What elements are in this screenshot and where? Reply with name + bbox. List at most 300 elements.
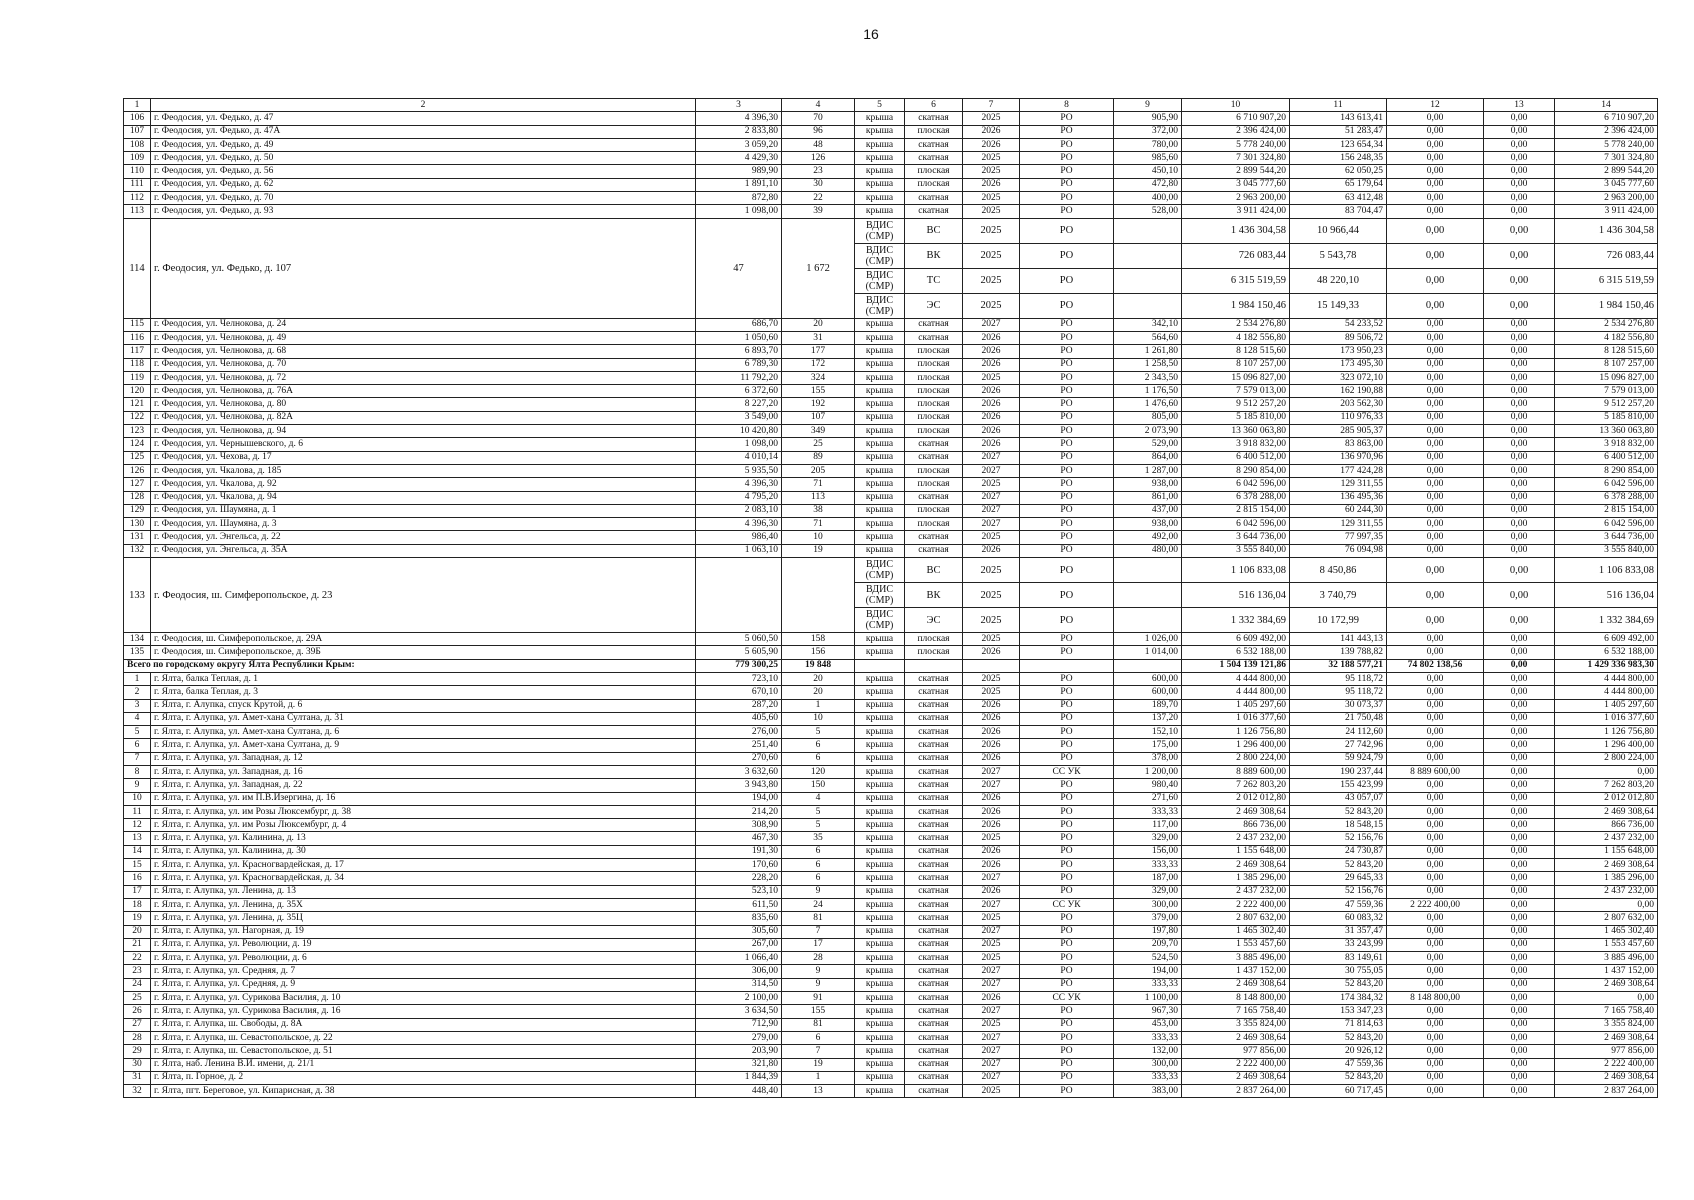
table-cell: скатная	[905, 1018, 963, 1031]
table-cell: 300,00	[1114, 1058, 1182, 1071]
table-cell: РО	[1020, 1031, 1114, 1044]
table-cell: 52 156,76	[1290, 885, 1387, 898]
table-cell: 155 423,99	[1290, 779, 1387, 792]
table-cell: 4 444 800,00	[1182, 672, 1290, 685]
table-cell: 22	[782, 192, 855, 205]
table-cell: скатная	[905, 192, 963, 205]
table-cell: 2026	[963, 859, 1020, 872]
table-cell: 14	[124, 845, 151, 858]
table-cell	[1114, 583, 1182, 608]
table-cell: 2027	[963, 504, 1020, 517]
table-cell: 0,00	[1387, 125, 1484, 138]
table-cell: 13 360 063,80	[1555, 425, 1658, 438]
table-cell: 5 185 810,00	[1182, 411, 1290, 424]
table-cell: 187,00	[1114, 872, 1182, 885]
table-cell: 989,90	[696, 165, 782, 178]
table-cell: 1 126 756,80	[1182, 726, 1290, 739]
table-cell: ВДИС (СМР)	[855, 558, 905, 583]
table-cell: 0,00	[1484, 268, 1555, 293]
table-cell: 150	[782, 779, 855, 792]
table-cell: РО	[1020, 558, 1114, 583]
table-cell: 2025	[963, 218, 1020, 243]
table-cell: 174 384,32	[1290, 992, 1387, 1005]
table-cell: 128	[124, 491, 151, 504]
table-cell: 175,00	[1114, 739, 1182, 752]
table-cell: 83 863,00	[1290, 438, 1387, 451]
table-cell: 0,00	[1555, 898, 1658, 911]
table-cell: РО	[1020, 646, 1114, 659]
table-cell: скатная	[905, 765, 963, 778]
table-cell: 177	[782, 345, 855, 358]
table-cell: плоская	[905, 345, 963, 358]
table-cell: 314,50	[696, 978, 782, 991]
table-cell: г. Феодосия, ул. Федько, д. 62	[151, 178, 696, 191]
table-cell: 2025	[963, 371, 1020, 384]
table-cell: 205	[782, 464, 855, 477]
table-cell: 173 495,30	[1290, 358, 1387, 371]
table-cell: 0,00	[1484, 318, 1555, 331]
table-cell: скатная	[905, 686, 963, 699]
table-row	[124, 1018, 1658, 1031]
table-cell: 450,10	[1114, 165, 1182, 178]
table-cell: 0,00	[1484, 686, 1555, 699]
table-cell: г. Феодосия, ул. Шаумяна, д. 1	[151, 504, 696, 517]
table-cell: 9	[782, 885, 855, 898]
table-cell: 127	[124, 478, 151, 491]
table-cell: 2026	[963, 398, 1020, 411]
table-cell: 5	[782, 805, 855, 818]
table-row	[124, 425, 1658, 438]
table-cell: 6	[124, 739, 151, 752]
table-cell: г. Феодосия, ул. Челнокова, д. 82А	[151, 411, 696, 424]
table-cell: ВДИС (СМР)	[855, 268, 905, 293]
table-cell: крыша	[855, 165, 905, 178]
table-cell: 1 050,60	[696, 331, 782, 344]
table-cell: 1 332 384,69	[1182, 608, 1290, 633]
table-cell: 0,00	[1484, 805, 1555, 818]
table-cell: крыша	[855, 125, 905, 138]
table-cell: 13 360 063,80	[1182, 425, 1290, 438]
table-cell: 2027	[963, 451, 1020, 464]
table-cell: 2025	[963, 583, 1020, 608]
table-cell: 6 400 512,00	[1182, 451, 1290, 464]
table-cell: г. Ялта, балка Теплая, д. 1	[151, 672, 696, 685]
table-cell: 17	[124, 885, 151, 898]
table-cell: 279,00	[696, 1031, 782, 1044]
table-cell: РО	[1020, 938, 1114, 951]
table-cell: 0,00	[1484, 739, 1555, 752]
table-cell: РО	[1020, 268, 1114, 293]
table-cell: РО	[1020, 792, 1114, 805]
table-cell: 189,70	[1114, 699, 1182, 712]
table-row	[124, 739, 1658, 752]
table-cell: 0,00	[1387, 243, 1484, 268]
table-cell: 81	[782, 912, 855, 925]
table-cell: 1 332 384,69	[1555, 608, 1658, 633]
table-cell: скатная	[905, 1045, 963, 1058]
table-cell: 938,00	[1114, 478, 1182, 491]
table-cell: 872,80	[696, 192, 782, 205]
table-cell: крыша	[855, 965, 905, 978]
table-cell: 4	[124, 712, 151, 725]
table-cell: 158	[782, 633, 855, 646]
table-cell: 4 010,14	[696, 451, 782, 464]
table-cell: г. Феодосия, ул. Чехова, д. 17	[151, 451, 696, 464]
column-header: 8	[1020, 99, 1114, 112]
table-cell: 130	[124, 518, 151, 531]
table-cell: скатная	[905, 205, 963, 218]
table-cell: 1 100,00	[1114, 992, 1182, 1005]
table-cell: 71 814,63	[1290, 1018, 1387, 1031]
table-cell: 35	[782, 832, 855, 845]
table-cell: 156 248,35	[1290, 152, 1387, 165]
table-cell: ЭС	[905, 293, 963, 318]
table-cell: 1 553 457,60	[1555, 938, 1658, 951]
table-row	[124, 672, 1658, 685]
table-row	[124, 1071, 1658, 1084]
table-cell: 51 283,47	[1290, 125, 1387, 138]
table-cell: 0,00	[1484, 138, 1555, 151]
table-cell: РО	[1020, 978, 1114, 991]
table-cell: г. Феодосия, ул. Федько, д. 107	[151, 218, 696, 318]
table-cell: скатная	[905, 938, 963, 951]
table-cell: 2 815 154,00	[1182, 504, 1290, 517]
table-cell: г. Феодосия, ш. Симферопольское, д. 23	[151, 558, 696, 633]
table-cell: 15 149,33	[1290, 293, 1387, 318]
table-cell: г. Феодосия, ул. Чкалова, д. 185	[151, 464, 696, 477]
table-cell: крыша	[855, 318, 905, 331]
table-cell: 1 287,00	[1114, 464, 1182, 477]
table-row	[124, 805, 1658, 818]
table-cell: скатная	[905, 739, 963, 752]
table-row	[124, 898, 1658, 911]
table-cell: скатная	[905, 112, 963, 125]
table-cell: 2026	[963, 819, 1020, 832]
table-cell: крыша	[855, 779, 905, 792]
table-cell: 0,00	[1387, 504, 1484, 517]
table-cell: 333,33	[1114, 978, 1182, 991]
table-cell: плоская	[905, 371, 963, 384]
table-cell: 6	[782, 752, 855, 765]
table-row	[124, 965, 1658, 978]
table-cell: ВДИС (СМР)	[855, 608, 905, 633]
table-cell: 2026	[963, 646, 1020, 659]
table-cell: 1 436 304,58	[1555, 218, 1658, 243]
table-cell: 0,00	[1387, 672, 1484, 685]
table-cell	[782, 558, 855, 633]
table-cell: 2025	[963, 192, 1020, 205]
table-cell: 0,00	[1484, 1031, 1555, 1044]
table-cell: 123	[124, 425, 151, 438]
table-cell: РО	[1020, 504, 1114, 517]
table-cell: 726 083,44	[1182, 243, 1290, 268]
table-cell: 22	[124, 952, 151, 965]
table-cell	[1020, 659, 1114, 672]
table-cell: 129 311,55	[1290, 518, 1387, 531]
table-cell: 0,00	[1387, 925, 1484, 938]
table-cell: г. Ялта, г. Алупка, ул. Амет-хана Султана, д. 9	[151, 739, 696, 752]
table-cell: 0,00	[1387, 1085, 1484, 1098]
table-cell: Всего по городскому округу Ялта Республики Крым:	[124, 659, 696, 672]
column-header: 4	[782, 99, 855, 112]
table-cell: 48	[782, 138, 855, 151]
table-row	[124, 699, 1658, 712]
table-cell: 2 833,80	[696, 125, 782, 138]
table-cell: 7 165 758,40	[1182, 1005, 1290, 1018]
table-cell: 0,00	[1387, 712, 1484, 725]
table-cell: 5 778 240,00	[1182, 138, 1290, 151]
table-cell: 2025	[963, 293, 1020, 318]
table-cell: крыша	[855, 952, 905, 965]
table-cell: 0,00	[1387, 633, 1484, 646]
table-cell: 0,00	[1387, 965, 1484, 978]
table-cell: 2 396 424,00	[1182, 125, 1290, 138]
table-cell: 0,00	[1484, 165, 1555, 178]
table-row	[124, 192, 1658, 205]
table-cell: 115	[124, 318, 151, 331]
table-row	[124, 218, 1658, 243]
table-cell: РО	[1020, 885, 1114, 898]
table-cell: г. Феодосия, ул. Челнокова, д. 70	[151, 358, 696, 371]
table-cell: крыша	[855, 451, 905, 464]
table-cell: 8 128 515,60	[1555, 345, 1658, 358]
table-cell: крыша	[855, 1031, 905, 1044]
table-cell: 7 301 324,80	[1555, 152, 1658, 165]
table-cell: плоская	[905, 504, 963, 517]
table-cell: 3 059,20	[696, 138, 782, 151]
table-cell: 0,00	[1387, 859, 1484, 872]
table-cell: 114	[124, 218, 151, 318]
table-cell: 0,00	[1387, 178, 1484, 191]
table-cell: 52 843,20	[1290, 1071, 1387, 1084]
table-cell: РО	[1020, 819, 1114, 832]
table-cell: 1 296 400,00	[1555, 739, 1658, 752]
table-cell: РО	[1020, 1085, 1114, 1098]
table-cell: 6 372,60	[696, 385, 782, 398]
table-cell: г. Ялта, г. Алупка, ул. Сурикова Василия, д. 16	[151, 1005, 696, 1018]
table-cell: РО	[1020, 859, 1114, 872]
table-cell: 1 098,00	[696, 438, 782, 451]
table-cell: крыша	[855, 978, 905, 991]
table-cell: РО	[1020, 779, 1114, 792]
table-cell: 8 450,86	[1290, 558, 1387, 583]
table-cell: ВС	[905, 558, 963, 583]
table-cell: крыша	[855, 872, 905, 885]
table-row	[124, 125, 1658, 138]
table-cell: 0,00	[1484, 544, 1555, 557]
table-row	[124, 152, 1658, 165]
table-cell: 71	[782, 518, 855, 531]
table-cell: 7 262 803,20	[1182, 779, 1290, 792]
table-cell: 0,00	[1387, 371, 1484, 384]
table-cell: 0,00	[1484, 371, 1555, 384]
table-cell: 0,00	[1387, 792, 1484, 805]
table-cell: крыша	[855, 531, 905, 544]
table-cell: 71	[782, 478, 855, 491]
table-cell: 0,00	[1387, 726, 1484, 739]
table-cell: 779 300,25	[696, 659, 782, 672]
table-row	[124, 752, 1658, 765]
table-cell: РО	[1020, 243, 1114, 268]
table-cell: 60 083,32	[1290, 912, 1387, 925]
table-cell: 0,00	[1387, 268, 1484, 293]
table-cell: 0,00	[1484, 925, 1555, 938]
table-cell: 300,00	[1114, 898, 1182, 911]
table-cell: г. Ялта, г. Алупка, ул. Ленина, д. 13	[151, 885, 696, 898]
table-cell: 170,60	[696, 859, 782, 872]
table-cell: 1 437 152,00	[1182, 965, 1290, 978]
table-cell: г. Ялта, г. Алупка, ул. Революции, д. 6	[151, 952, 696, 965]
table-row	[124, 318, 1658, 331]
table-cell: скатная	[905, 726, 963, 739]
table-cell: плоская	[905, 398, 963, 411]
table-cell: плоская	[905, 464, 963, 477]
table-cell: 3 911 424,00	[1555, 205, 1658, 218]
table-cell: РО	[1020, 138, 1114, 151]
table-cell: 6	[782, 739, 855, 752]
table-cell: РО	[1020, 192, 1114, 205]
table-cell: 2025	[963, 832, 1020, 845]
table-row	[124, 451, 1658, 464]
table-cell: 9	[124, 779, 151, 792]
table-cell: 6 710 907,20	[1182, 112, 1290, 125]
table-cell: 2026	[963, 885, 1020, 898]
table-cell: 938,00	[1114, 518, 1182, 531]
table-cell: 1 098,00	[696, 205, 782, 218]
table-cell: 905,90	[1114, 112, 1182, 125]
table-cell: РО	[1020, 218, 1114, 243]
table-cell: 866 736,00	[1555, 819, 1658, 832]
table-cell: 133	[124, 558, 151, 633]
table-cell: 7	[124, 752, 151, 765]
table-cell: 63 412,48	[1290, 192, 1387, 205]
table-cell: 0,00	[1484, 1045, 1555, 1058]
table-cell: 2026	[963, 178, 1020, 191]
table-cell: 47 559,36	[1290, 898, 1387, 911]
table-cell: 780,00	[1114, 138, 1182, 151]
table-cell: 54 233,52	[1290, 318, 1387, 331]
table-cell: крыша	[855, 491, 905, 504]
column-header: 13	[1484, 99, 1555, 112]
table-cell: скатная	[905, 699, 963, 712]
table-cell: 0,00	[1484, 965, 1555, 978]
table-cell: 10	[124, 792, 151, 805]
table-row	[124, 478, 1658, 491]
table-cell: 173 950,23	[1290, 345, 1387, 358]
table-cell: 24	[124, 978, 151, 991]
table-cell: 20	[782, 318, 855, 331]
column-header: 10	[1182, 99, 1290, 112]
table-cell: крыша	[855, 739, 905, 752]
table-cell: крыша	[855, 633, 905, 646]
table-cell: 2026	[963, 699, 1020, 712]
table-cell: 1 126 756,80	[1555, 726, 1658, 739]
table-cell: 4 182 556,80	[1555, 331, 1658, 344]
table-cell: скатная	[905, 491, 963, 504]
table-cell: г. Феодосия, ул. Федько, д. 47	[151, 112, 696, 125]
column-header: 12	[1387, 99, 1484, 112]
table-cell: 323 072,10	[1290, 371, 1387, 384]
table-cell: 0,00	[1484, 765, 1555, 778]
table-cell: крыша	[855, 699, 905, 712]
table-cell: крыша	[855, 464, 905, 477]
table-cell: 967,30	[1114, 1005, 1182, 1018]
table-cell: 1 465 302,40	[1555, 925, 1658, 938]
table-row	[124, 531, 1658, 544]
table-cell: 467,30	[696, 832, 782, 845]
table-cell: 0,00	[1484, 1018, 1555, 1031]
table-cell: 0,00	[1387, 1018, 1484, 1031]
table-cell: скатная	[905, 531, 963, 544]
table-cell: 18	[124, 898, 151, 911]
table-cell: 0,00	[1387, 192, 1484, 205]
table-cell: РО	[1020, 872, 1114, 885]
table-cell: крыша	[855, 819, 905, 832]
table-cell: 0,00	[1484, 779, 1555, 792]
table-cell: 378,00	[1114, 752, 1182, 765]
table-cell: 0,00	[1484, 385, 1555, 398]
table-cell: г. Ялта, г. Алупка, ул. Ленина, д. 35Х	[151, 898, 696, 911]
table-cell: 0,00	[1387, 345, 1484, 358]
table-cell: 30	[124, 1058, 151, 1071]
table-cell: 8	[124, 765, 151, 778]
table-cell: 1 844,39	[696, 1071, 782, 1084]
table-cell: 117	[124, 345, 151, 358]
table-cell: 8 889 600,00	[1182, 765, 1290, 778]
table-cell: 62 050,25	[1290, 165, 1387, 178]
table-cell: 2 012 012,80	[1182, 792, 1290, 805]
table-cell: 4 795,20	[696, 491, 782, 504]
table-cell: 1 504 139 121,86	[1182, 659, 1290, 672]
table-cell: 2 800 224,00	[1555, 752, 1658, 765]
table-cell: 2025	[963, 952, 1020, 965]
column-header: 3	[696, 99, 782, 112]
column-header: 11	[1290, 99, 1387, 112]
table-cell: 8 290 854,00	[1555, 464, 1658, 477]
table-cell: скатная	[905, 898, 963, 911]
table-cell: 0,00	[1484, 608, 1555, 633]
table-cell: 0,00	[1387, 464, 1484, 477]
table-cell: 2026	[963, 438, 1020, 451]
table-cell: 172	[782, 358, 855, 371]
table-cell: 7 579 013,00	[1555, 385, 1658, 398]
table-cell: 0,00	[1387, 138, 1484, 151]
table-cell: 52 156,76	[1290, 832, 1387, 845]
table-cell: 0,00	[1387, 805, 1484, 818]
table-cell: г. Ялта, г. Алупка, ул. Нагорная, д. 19	[151, 925, 696, 938]
table-cell: г. Ялта, наб. Ленина В.И. имени, д. 21/1	[151, 1058, 696, 1071]
table-cell: 0,00	[1387, 112, 1484, 125]
table-cell: 47	[696, 218, 782, 318]
table-cell: 153 347,23	[1290, 1005, 1387, 1018]
table-cell: 0,00	[1484, 1005, 1555, 1018]
table-cell: 805,00	[1114, 411, 1182, 424]
table-cell: крыша	[855, 1045, 905, 1058]
table-cell: 0,00	[1387, 819, 1484, 832]
table-cell: 2026	[963, 739, 1020, 752]
table-cell: 686,70	[696, 318, 782, 331]
table-cell: 480,00	[1114, 544, 1182, 557]
table-row	[124, 558, 1658, 583]
table-cell: 0,00	[1387, 411, 1484, 424]
table-cell: 0,00	[1387, 165, 1484, 178]
table-cell: 6 609 492,00	[1555, 633, 1658, 646]
table-cell: 2026	[963, 411, 1020, 424]
table-cell: 23	[782, 165, 855, 178]
table-cell	[963, 659, 1020, 672]
table-cell: 6 042 596,00	[1182, 518, 1290, 531]
table-cell: 2025	[963, 531, 1020, 544]
